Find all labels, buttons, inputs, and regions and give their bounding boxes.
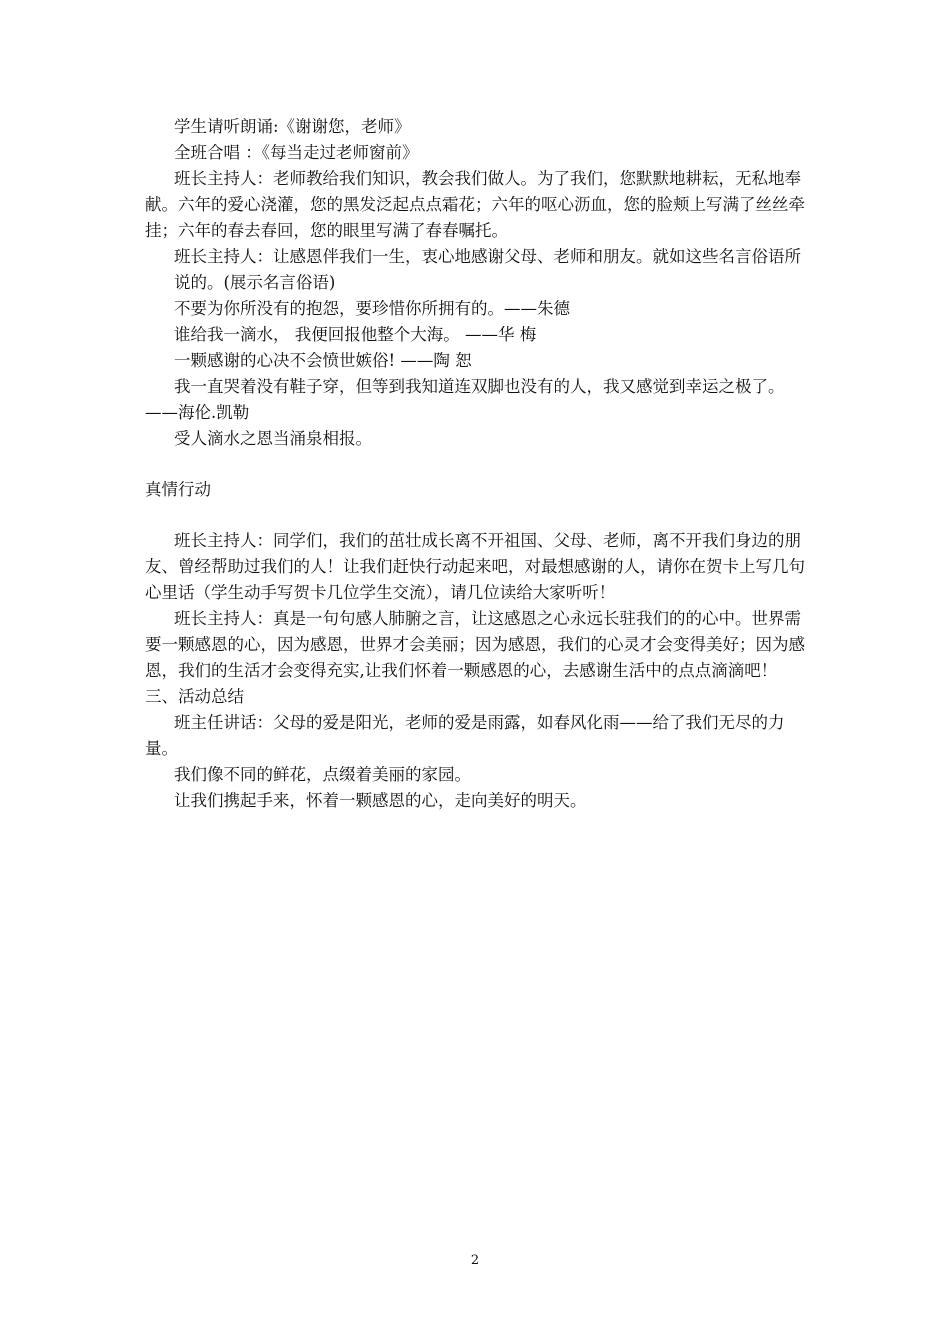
document-body — [145, 114, 810, 814]
paragraph-host-summary: 班长主持人：真是一句句感人肺腑之言，让这感恩之心永远长驻我们的的心中。世界需要一颗感恩的心，因为感恩，世界才会美丽；因为感恩，我们的心灵才会变得美好；因为感恩，我们的生活才会变得充实,让我们怀着一颗感恩的心，去感谢生活中的点点滴滴吧！ — [145, 609, 805, 680]
section-heading-summary: 三、活动总结 — [145, 687, 244, 706]
section-heading-action: 真情行动 — [145, 480, 211, 499]
quote-tao-shu: 一颗感谢的心决不会愤世嫉俗! ——陶 恕 — [174, 351, 472, 370]
paragraph-recitation: 学生请听朗诵:《谢谢您，老师》 — [174, 117, 411, 136]
paragraph-flowers: 我们像不同的鲜花，点缀着美丽的家园。 — [174, 765, 471, 784]
paragraph-chorus: 全班合唱 ：《每当走过老师窗前》 — [174, 143, 419, 162]
paragraph-host-teacher: 班长主持人：老师教给我们知识，教会我们做人。为了我们，您默默地耕耘，无私地奉献。六年的爱心浇灌，您的黑发泛起点点霜花；六年的呕心沥血，您的脸颊上写满了丝丝牵挂；六年的春去春回，您的眼里写满了春春嘱托。 — [145, 169, 805, 240]
proverb: 受人滴水之恩当涌泉相报。 — [174, 429, 372, 448]
paragraph-teacher-speech: 班主任讲话：父母的爱是阳光，老师的爱是雨露，如春风化雨——给了我们无尽的力量。 — [145, 713, 785, 758]
page-number: 2 — [470, 1253, 480, 1268]
quote-zhu-de: 不要为你所没有的抱怨，要珍惜你所拥有的。——朱德 — [174, 299, 570, 318]
quote-helen-keller: 我一直哭着没有鞋子穿，但等到我知道连双脚也没有的人，我又感觉到幸运之极了。——海伦.凯勒 — [145, 377, 785, 422]
paragraph-closing: 让我们携起手来，怀着一颗感恩的心，走向美好的明天。 — [174, 791, 587, 810]
paragraph-host-gratitude: 班长主持人：让感恩伴我们一生，衷心地感谢父母、老师和朋友。就如这些名言俗语所说的。(展示名言俗语) — [174, 247, 801, 292]
quote-hua-mei: 谁给我一滴水， 我便回报他整个大海。 ——华 梅 — [174, 325, 537, 344]
paragraph-host-action: 班长主持人：同学们，我们的茁壮成长离不开祖国、父母、老师，离不开我们身边的朋友、曾经帮助过我们的人！让我们赶快行动起来吧，对最想感谢的人，请你在贺卡上写几句心里话（学生动手写贺卡几位学生交流），请几位读给大家听听！ — [145, 531, 805, 602]
